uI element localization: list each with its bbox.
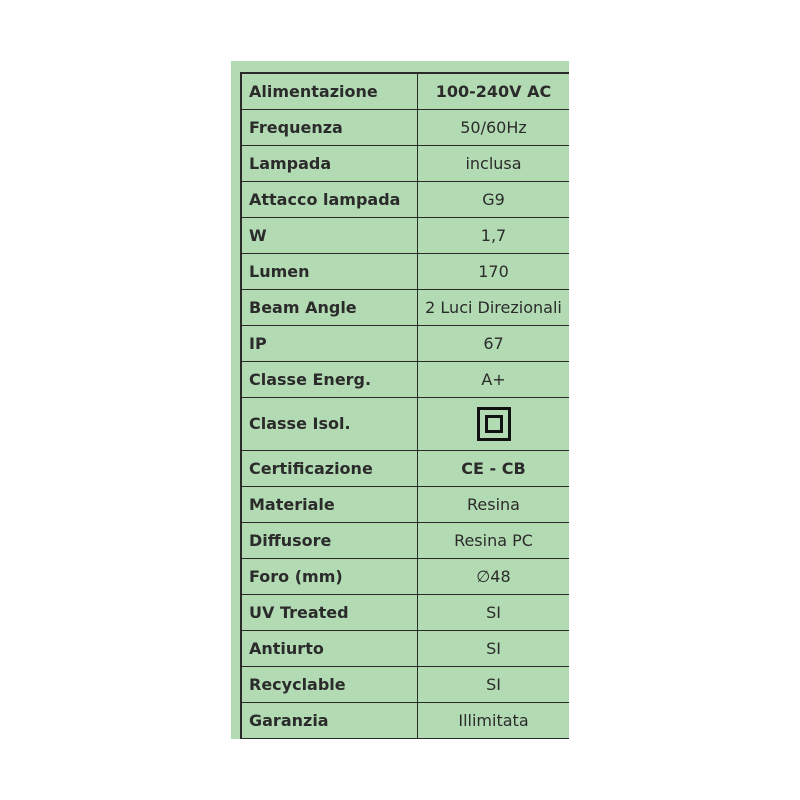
spec-label-alimentazione: Alimentazione [241,73,418,110]
spec-label-recyclable: Recyclable [241,667,418,703]
spec-label-uv-treated: UV Treated [241,595,418,631]
spec-value-ip: 67 [418,326,570,362]
spec-value-recyclable: SI [418,667,570,703]
spec-value-diffusore: Resina PC [418,523,570,559]
spec-value-alimentazione: 100-240V AC [418,73,570,110]
spec-label-classe-isol: Classe Isol. [241,398,418,451]
table-row [241,254,569,290]
table-row [241,451,569,487]
table-row [241,146,569,182]
table-row [241,362,569,398]
spec-label-frequenza: Frequenza [241,110,418,146]
table-row [241,703,569,739]
spec-label-ip: IP [241,326,418,362]
spec-label-beam-angle: Beam Angle [241,290,418,326]
spec-label-diffusore: Diffusore [241,523,418,559]
table-row [241,487,569,523]
spec-value-certificazione: CE - CB [418,451,570,487]
table-row [241,110,569,146]
table-row [241,667,569,703]
table-row [241,631,569,667]
spec-value-beam-angle: 2 Luci Direzionali [418,290,570,326]
spec-value-garanzia: Illimitata [418,703,570,739]
spec-label-lumen: Lumen [241,254,418,290]
table-row [241,398,569,451]
spec-label-certificazione: Certificazione [241,451,418,487]
table-row [241,218,569,254]
spec-value-classe-energ: A+ [418,362,570,398]
spec-value-materiale: Resina [418,487,570,523]
spec-value-foro: ∅48 [418,559,570,595]
table-row [241,523,569,559]
spec-value-attacco-lampada: G9 [418,182,570,218]
spec-value-frequenza: 50/60Hz [418,110,570,146]
spec-table [240,72,569,739]
table-row [241,595,569,631]
spec-label-materiale: Materiale [241,487,418,523]
table-row [241,73,569,110]
spec-label-antiurto: Antiurto [241,631,418,667]
spec-label-garanzia: Garanzia [241,703,418,739]
spec-label-classe-energ: Classe Energ. [241,362,418,398]
spec-label-w: W [241,218,418,254]
table-row [241,182,569,218]
spec-value-lampada: inclusa [418,146,570,182]
spec-value-w: 1,7 [418,218,570,254]
table-row [241,559,569,595]
class-ii-double-square-icon [477,407,511,441]
spec-value-classe-isol [418,398,570,451]
table-row [241,290,569,326]
spec-value-lumen: 170 [418,254,570,290]
spec-label-attacco-lampada: Attacco lampada [241,182,418,218]
spec-value-antiurto: SI [418,631,570,667]
spec-label-lampada: Lampada [241,146,418,182]
spec-label-foro: Foro (mm) [241,559,418,595]
spec-value-uv-treated: SI [418,595,570,631]
table-row [241,326,569,362]
